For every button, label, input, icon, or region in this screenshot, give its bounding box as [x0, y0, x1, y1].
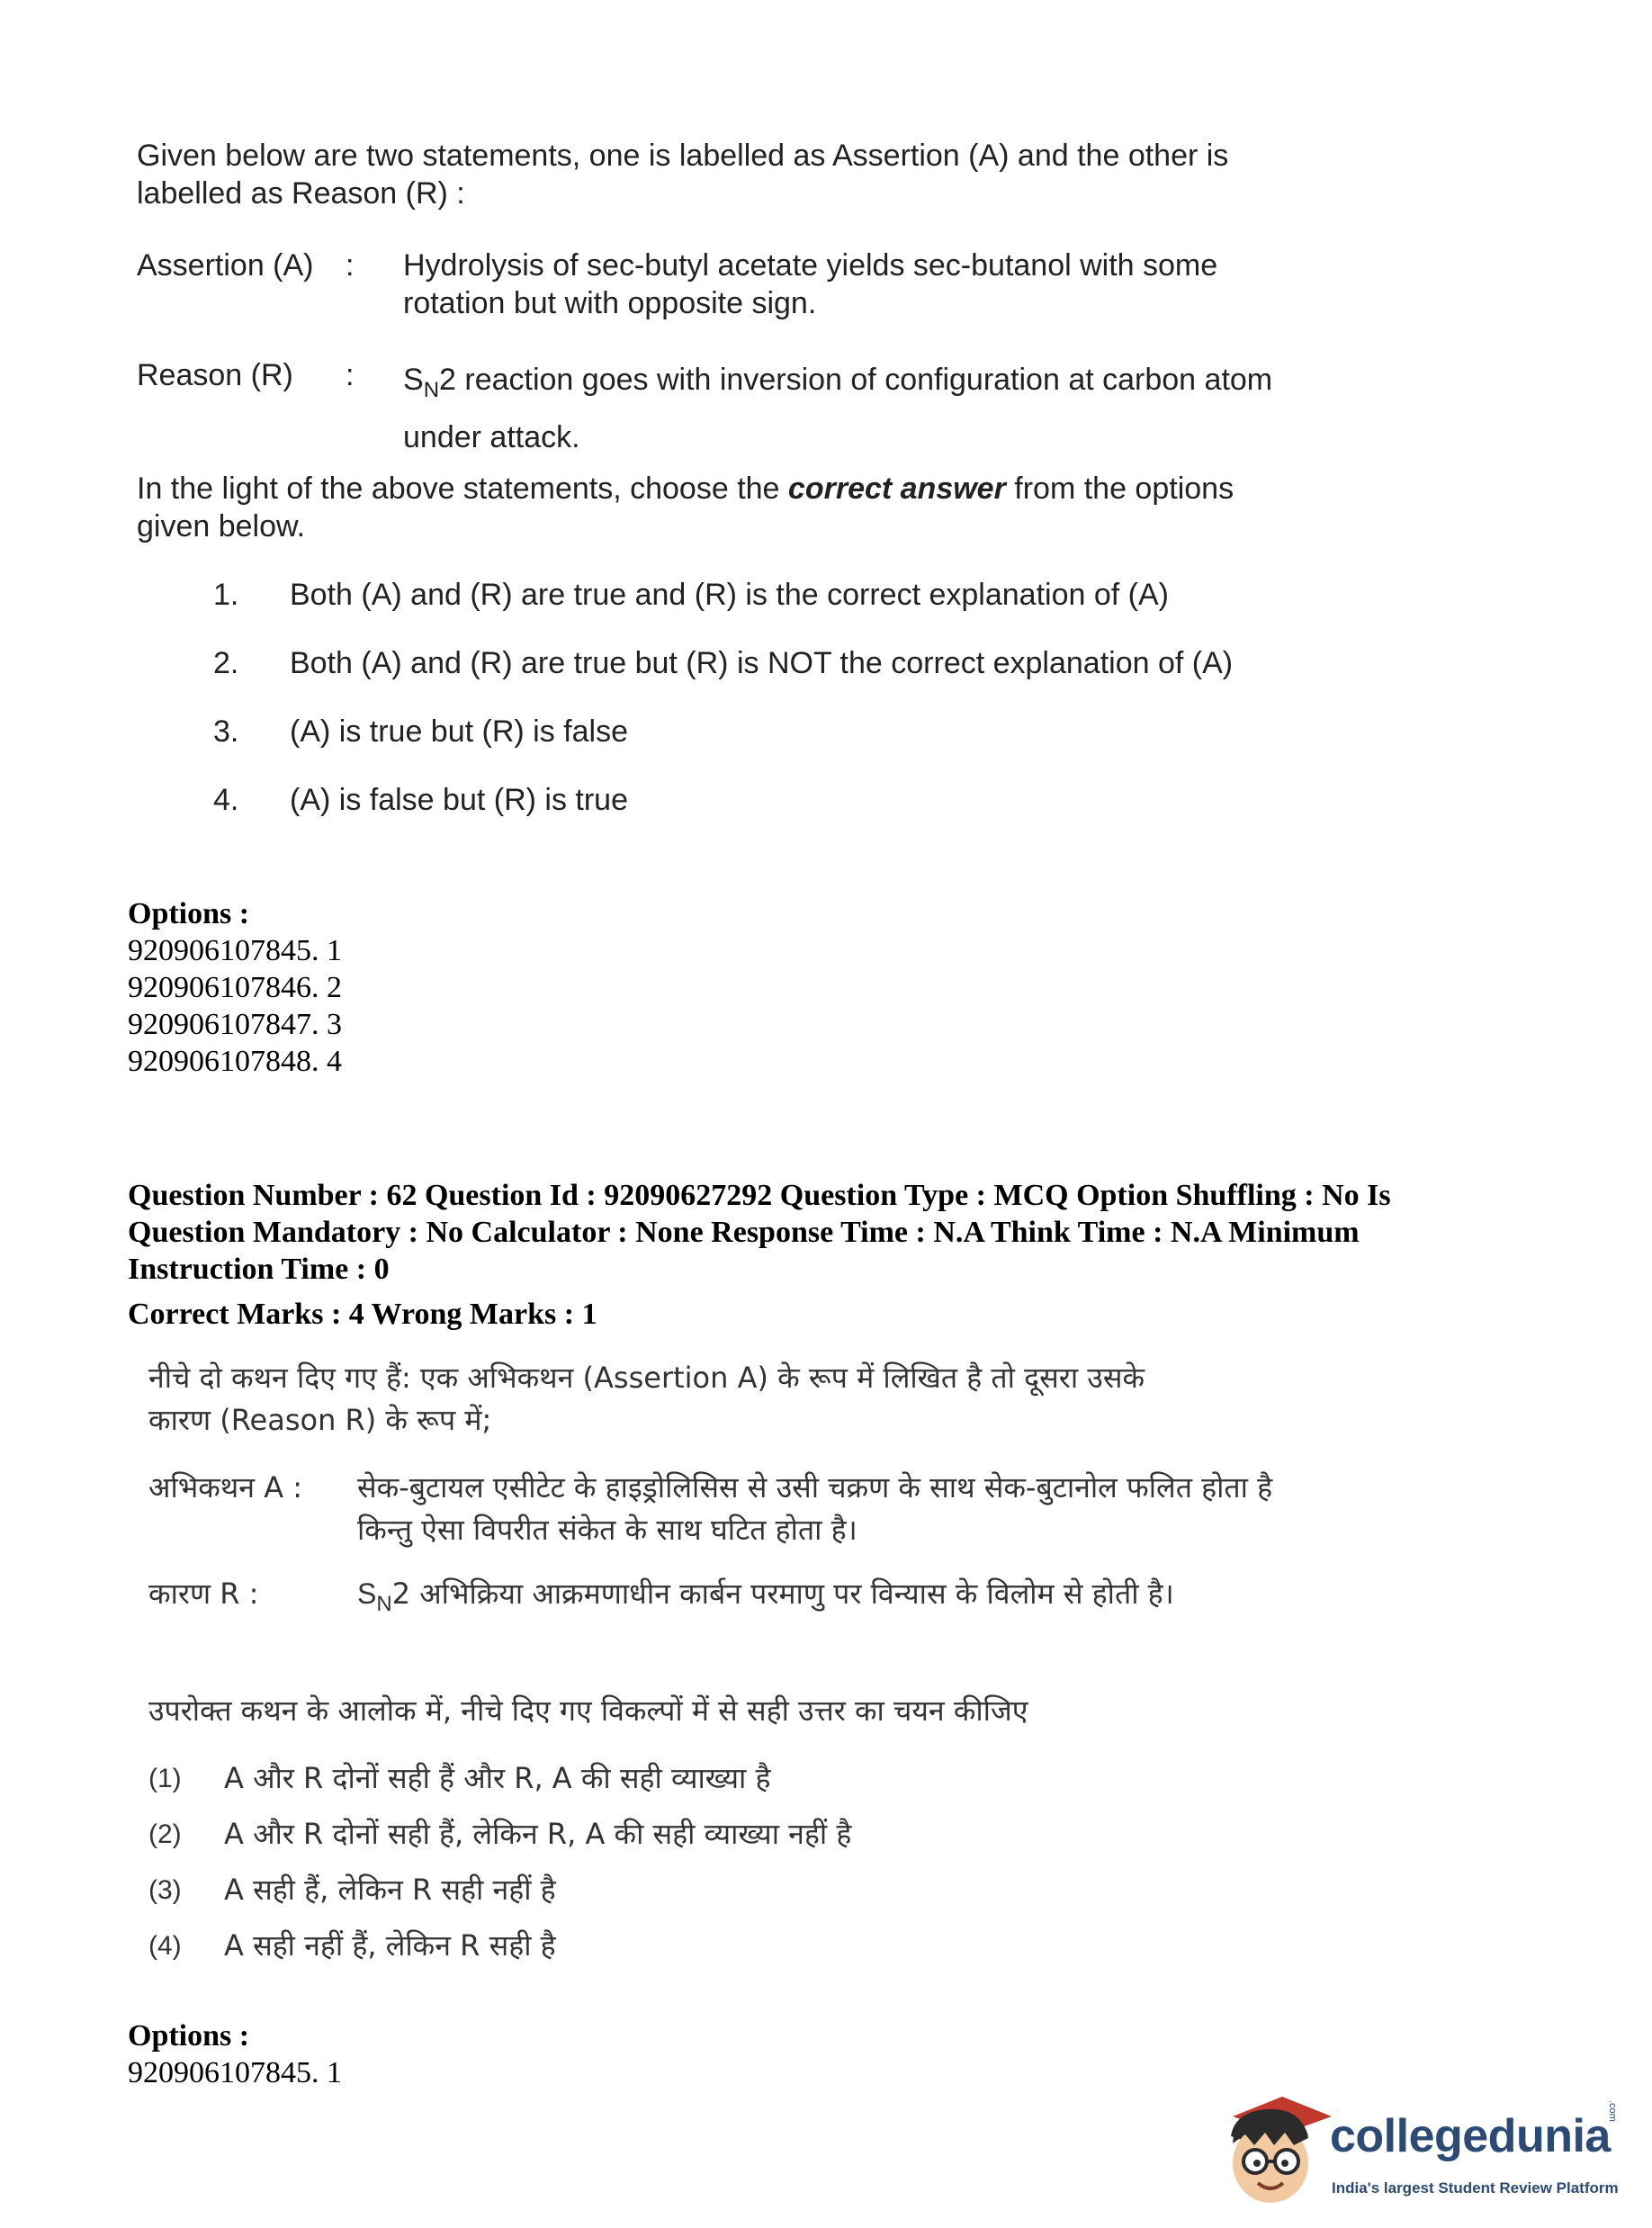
option-id: 920906107848. 4	[128, 1045, 342, 1078]
instruction-emphasis: correct answer	[787, 472, 1006, 506]
question-english	[137, 137, 1279, 817]
hindi-instruction: उपरोक्त कथन के आलोक में, नीचे दिए गए विकल्पों में से सही उत्तर का चयन कीजिए	[148, 1693, 1028, 1728]
option-id: 920906107845. 1	[128, 2056, 342, 2089]
colon: :	[346, 358, 355, 392]
hindi-reason-s: S	[357, 1577, 377, 1610]
answer-options-english	[213, 576, 1279, 849]
option-number: 3.	[213, 714, 239, 749]
options-heading: Options :	[128, 2019, 250, 2053]
option-id: 920906107845. 1	[128, 934, 342, 967]
options-list-2	[128, 2017, 342, 2091]
reason-s: S	[403, 363, 424, 397]
reason-row	[137, 356, 1279, 461]
options-heading: Options :	[128, 897, 250, 930]
option-text: (A) is true but (R) is false	[290, 714, 628, 749]
option-number: (3)	[148, 1875, 182, 1905]
option-text: Both (A) and (R) are true but (R) is NOT the correct explanation of (A)	[290, 646, 1234, 680]
options-list-1	[128, 895, 342, 1080]
hindi-reason-body: 2 अभिक्रिया आक्रमणाधीन कार्बन परमाणु पर विन्यास के विलोम से होती है।	[391, 1577, 1174, 1611]
question-info-line: Question Number : 62 Question Id : 92090627292 Question Type : MCQ Option Shuffling : No Is	[128, 1179, 1391, 1212]
question-info-line: Question Mandatory : No Calculator : None Response Time : N.A Think Time : N.A Minimum	[128, 1216, 1360, 1249]
option-text: (A) is false but (R) is true	[290, 783, 628, 817]
option-id: 920906107846. 2	[128, 971, 342, 1004]
hindi-reason-row	[148, 1573, 1273, 1625]
option-text: Both (A) and (R) are true and (R) is the correct explanation of (A)	[290, 578, 1169, 612]
option-number: 2.	[213, 646, 239, 680]
hindi-reason-subscript: N	[376, 1592, 392, 1616]
option-text: A सही नहीं हैं, लेकिन R सही है	[224, 1928, 556, 1963]
option-number: 4.	[213, 783, 239, 817]
answer-option	[213, 576, 1279, 614]
reason-subscript: N	[423, 378, 440, 402]
reason-body: 2 reaction goes with inversion of configuration at carbon atom under attack.	[403, 363, 1273, 454]
instruction-post: from the options given below.	[137, 472, 1235, 544]
option-text: A और R दोनों सही हैं और R, A की सही व्याख्या है	[224, 1761, 771, 1795]
marks-info: Correct Marks : 4 Wrong Marks : 1	[128, 1298, 597, 1331]
question-info-line: Instruction Time : 0	[128, 1253, 390, 1286]
instruction-text	[137, 470, 1279, 545]
option-text: A सही हैं, लेकिन R सही नहीं है	[224, 1873, 556, 1907]
instruction-pre: In the light of the above statements, choose the	[137, 472, 788, 506]
hindi-answer-option	[148, 1869, 1273, 1911]
hindi-answer-option	[148, 1925, 1273, 1967]
question-intro: Given below are two statements, one is labelled as Assertion (A) and the other is labelled as Reason (R) :	[137, 139, 1229, 211]
hindi-intro-line: कारण (Reason R) के रूप में;	[148, 1403, 492, 1437]
mascot-icon	[1215, 2080, 1332, 2215]
option-id: 920906107847. 3	[128, 1008, 342, 1041]
option-number: 1.	[213, 578, 239, 612]
hindi-assertion-row	[148, 1467, 1273, 1551]
assertion-row	[137, 247, 1279, 322]
question-info	[128, 1177, 1477, 1288]
question-hindi	[148, 1357, 1273, 1963]
hindi-assertion-label: अभिकथन A :	[148, 1470, 303, 1505]
option-number: (1)	[148, 1764, 182, 1793]
hindi-reason-text	[357, 1573, 1273, 1625]
logo-suffix: .com	[1607, 2100, 1618, 2122]
assertion-label: Assertion (A)	[137, 248, 314, 283]
option-number: (4)	[148, 1931, 182, 1961]
answer-option	[213, 781, 1279, 819]
logo-wordmark: collegedunia	[1330, 2110, 1611, 2162]
collegedunia-logo	[1215, 2080, 1638, 2215]
hindi-assertion-text: सेक-बुटायल एसीटेट के हाइड्रोलिसिस से उसी चक्रण के साथ सेक-बुटानोल फलित होता है किन्तु ऐसा विपरीत संकेत के साथ घटित होता है।	[357, 1470, 1273, 1547]
hindi-reason-label: कारण R :	[148, 1577, 259, 1611]
assertion-text: Hydrolysis of sec-butyl acetate yields sec-butanol with some rotation but with opposite sign.	[403, 248, 1218, 320]
hindi-answer-option	[148, 1813, 1273, 1855]
answer-option	[213, 713, 1279, 750]
reason-text	[403, 356, 1279, 461]
answer-options-hindi	[148, 1757, 1273, 1981]
option-number: (2)	[148, 1819, 182, 1849]
logo-tagline: India's largest Student Review Platform	[1332, 2179, 1619, 2197]
reason-label: Reason (R)	[137, 358, 293, 392]
colon: :	[346, 248, 355, 283]
answer-option	[213, 644, 1279, 682]
option-text: A और R दोनों सही हैं, लेकिन R, A की सही व्याख्या नहीं है	[224, 1817, 852, 1851]
hindi-answer-option	[148, 1757, 1273, 1800]
hindi-intro-line: नीचे दो कथन दिए गए हैं: एक अभिकथन (Assertion A) के रूप में लिखित है तो दूसरा उसके	[148, 1361, 1145, 1395]
